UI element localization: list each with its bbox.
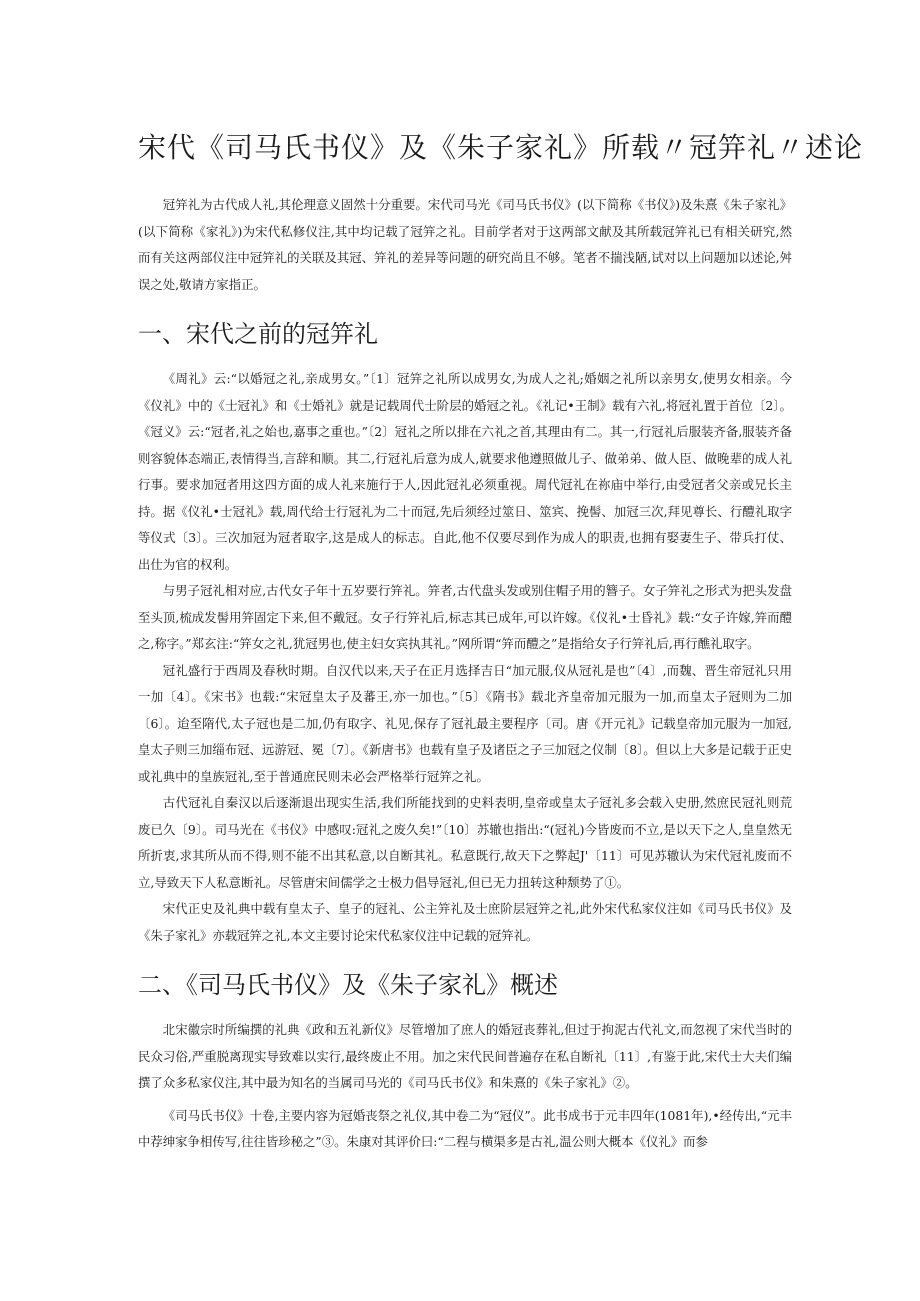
intro-paragraph: 冠笄礼为古代成人礼,其伦理意义固然十分重要。宋代司马光《司马氏书仪》(以下简称《书仪》)及朱熹《朱子家礼》(以下简称《家礼》)为宋代私修仪注,其中均记载了冠笄之礼。目前学者对于这两部文献及其所载冠笄礼已有相关研究,然而有关这两部仪注中冠笄礼的关联及其冠、笄礼的差异等问题的研究尚且不够。笔者不揣浅陋,试对以上问题加以述论,舛误之处,敬请方家指正。 [138, 197, 792, 292]
section-1-paragraph: 与男子冠礼相对应,古代女子年十五岁要行笄礼。笄者,古代盘头发或别住帽子用的簪子。女子笄礼之形式为把头发盘至头顶,梳成发髻用笄固定下来,但不戴冠。女子行笄礼后,标志其已成年,可以许嫁。《仪礼•士昏礼》载:“女子许嫁,笄而醴之,称字。”郑玄注:“笄女之礼,犹冠男也,使主妇女宾执其礼。”网所谓“笄而醴之”是指给女子行笄礼后,再行醮礼取字。 [138, 583, 792, 651]
section-1-paragraph: 《周礼》云:“以婚冠之礼,亲成男女。”〔1〕冠笄之礼所以成男女,为成人之礼;婚姻之礼所以亲男女,使男女相亲。今《仪礼》中的《士冠礼》和《士婚礼》就是记载周代士阶层的婚冠之礼。《礼记•王制》载有六礼,将冠礼置于首位〔2〕。《冠义》云:“冠者,礼之始也,嘉事之重也。”〔2〕冠礼之所以排在六礼之首,其理由有二。其一,行冠礼后服装齐备,服装齐备则容貌体态端正,表情得当,言辞和顺。其二,行冠礼后意为成人,就要求他遵照做儿子、做弟弟、做人臣、做晚辈的成人礼行事。要求加冠者用这四方面的成人礼来施行于人,因此冠礼必须重视。周代冠礼在祢庙中举行,由受冠者父亲或兄长主持。据《仪礼•士冠礼》载,周代给士行冠礼为二十而冠,先后须经过筮日、筮宾、挽髻、加冠三次,拜见尊长、行醴礼取字等仪式〔3〕。三次加冠为冠者取字,这是成人的标志。自此,他不仅要尽到作为成人的职责,也拥有娶妻生子、带兵打仗、出仕为官的权利。 [138, 371, 792, 572]
section-2-paragraph: 《司马氏书仪》十卷,主要内容为冠婚丧祭之礼仪,其中卷二为“冠仪”。此书成书于元丰四年(1081年),•经传出,“元丰中荐绅家争相传写,往往皆珍秘之”③。朱康对其评价曰:“二程与横渠多是古礼,温公则大概本《仪礼》而参 [138, 1107, 792, 1149]
section-1-heading: 一、宋代之前的冠笄礼 [138, 320, 378, 348]
document-title: 宋代《司马氏书仪》及《朱子家礼》所载〃冠笄礼〃述论 [138, 131, 864, 164]
section-1-paragraph: 古代冠礼自秦汉以后逐渐退出现实生活,我们所能找到的史料表明,皇帝或皇太子冠礼多会载入史册,然庶民冠礼则荒废已久〔9〕。司马光在《书仪》中感叹:冠礼之废久矣!”〔10〕苏辙也指出:“(冠礼)今皆废而不立,是以天下之人,皇皇然无所折衷,求其所从而不得,则不能不出其私意,以自断其礼。私意既行,故天下之弊起J'〔11〕可见苏辙认为宋代冠礼废而不立,导致天下人私意断礼。尽管唐宋间儒学之士极力倡导冠礼,但已无力扭转这种颓势了①。 [138, 795, 792, 890]
section-1-paragraph: 宋代正史及礼典中载有皇太子、皇子的冠礼、公主笄礼及士庶阶层冠笄之礼,此外宋代私家仪注如《司马氏书仪》及《朱子家礼》亦载冠笄之礼,本文主要讨论宋代私家仪注中记载的冠笄礼。 [138, 901, 792, 943]
section-2-heading: 二、《司马氏书仪》及《朱子家礼》概述 [138, 971, 558, 999]
section-2-paragraph: 北宋徽宗时所编撰的礼典《政和五礼新仪》尽管增加了庶人的婚冠丧葬礼,但过于拘泥古代礼文,而忽视了宋代当时的民众习俗,严重脱离现实导致难以实行,最终废止不用。加之宋代民间普遍存在私自断礼〔11〕,有鉴于此,宋代士大夫们编撰了众多私家仪注,其中最为知名的当属司马光的《司马氏书仪》和朱熹的《朱子家礼》②。 [138, 1022, 792, 1090]
section-1-paragraph: 冠礼盛行于西周及春秋时期。自汉代以来,天子在正月选择吉日“加元服,仪从冠礼是也”〔4〕,而魏、晋生帝冠礼只用一加〔4〕。《宋书》也载:“宋冠皇太子及蕃王,亦一加也。”〔5〕《隋书》载北齐皇帝加元服为一加,而皇太子冠则为二加〔6〕。迨至隋代,太子冠也是二加,仍有取字、礼见,保存了冠礼最主要程序〔司。唐《开元礼》记载皇帝加元服为一加冠,皇太子则三加缁布冠、远游冠、冕〔7〕。《新唐书》也载有皇子及诸臣之子三加冠之仪制〔8〕。但以上大多是记载于正史或礼典中的皇族冠礼,至于普通庶民则未必会严格举行冠笄之礼。 [138, 662, 792, 784]
